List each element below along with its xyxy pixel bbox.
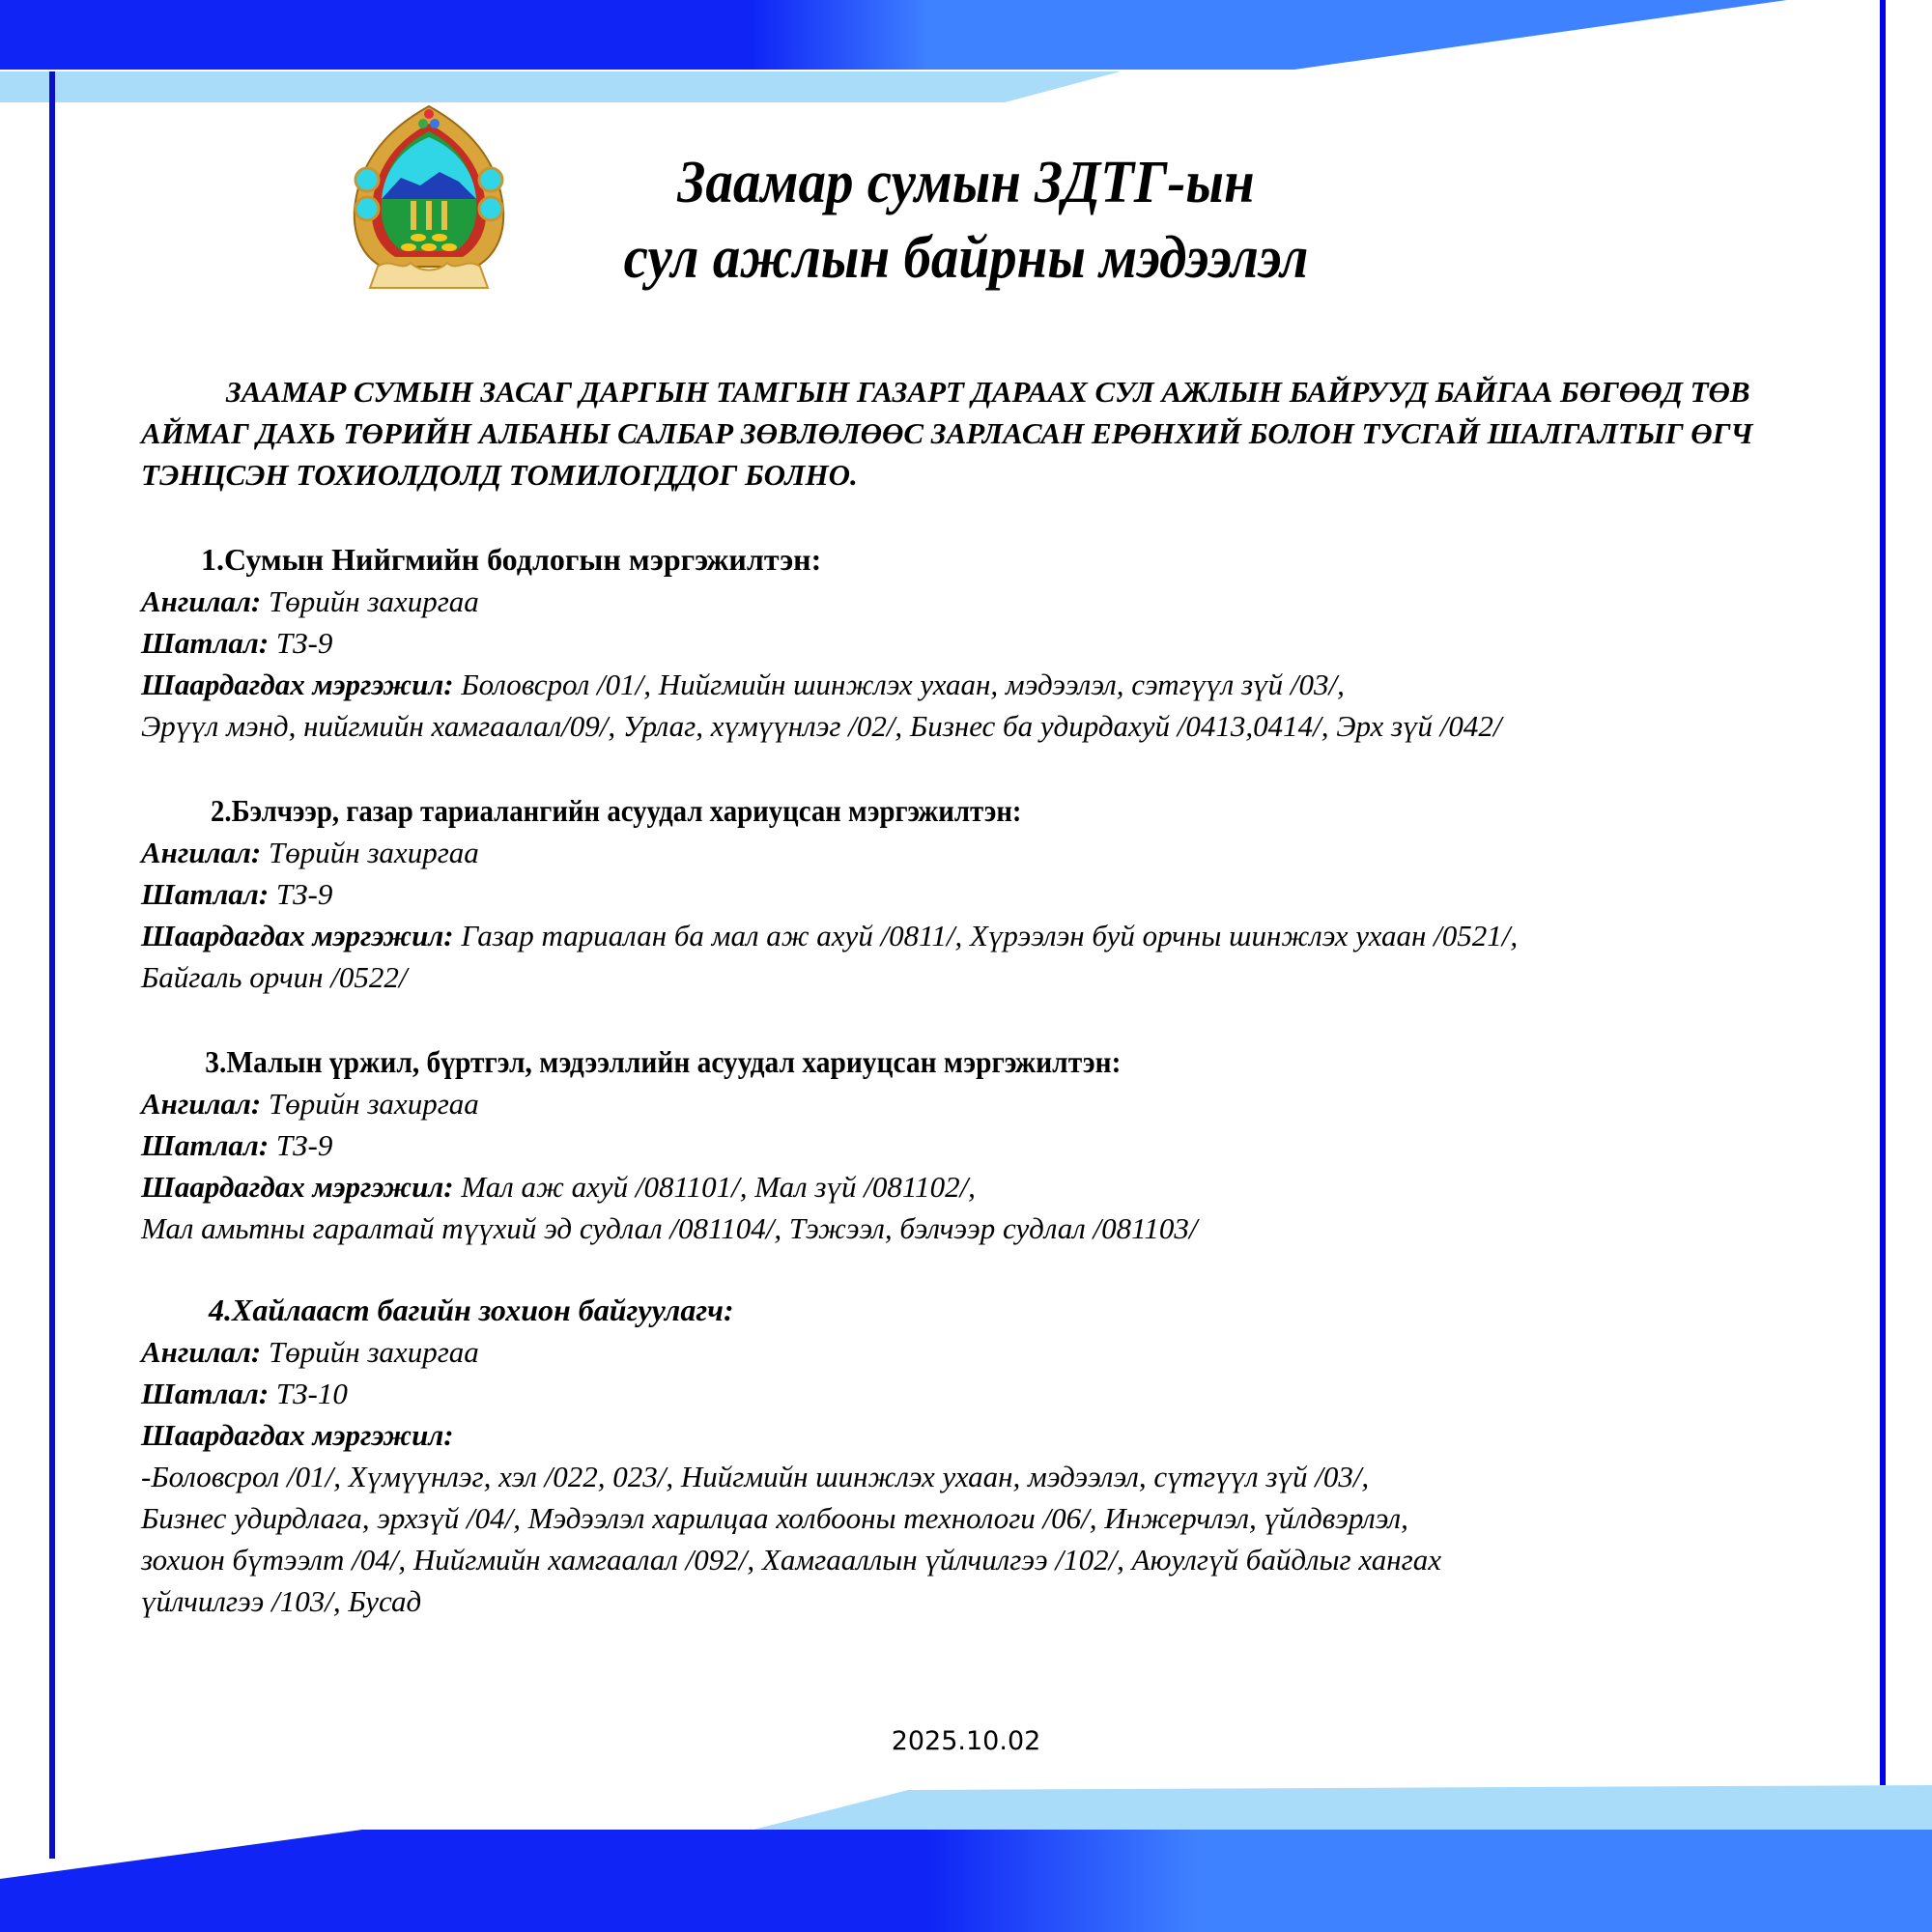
- bottom-blue-band: [0, 1830, 1932, 1932]
- category-label: Ангилал:: [141, 1087, 262, 1121]
- category-value: Төрийн захиргаа: [268, 836, 479, 869]
- rank-value: ТЗ-9: [275, 1128, 333, 1162]
- rank-row: [141, 622, 1803, 664]
- profession-label: Шаардагдах мэргэжил:: [141, 668, 454, 701]
- rank-row: [141, 1124, 1803, 1166]
- top-pale-band: [0, 71, 1121, 102]
- profession-value: Боловсрол /01/, Нийгмийн шинжлэх ухаан, мэдээлэл, сэтгүүл зүй /03/,: [461, 668, 1345, 701]
- state-emblem-icon: [343, 102, 515, 294]
- title-line-1: Заамар сумын ЗДТГ-ын: [677, 150, 1255, 215]
- category-value: Төрийн захиргаа: [268, 1087, 479, 1121]
- position-title: 1.Сумын Нийгмийн бодлогын мэргэжилтэн:: [201, 542, 822, 577]
- bottom-banner: [0, 1785, 1932, 1932]
- profession-continuation: Эрүүл мэнд, нийгмийн хамгаалал/09/, Урлаг, хүмүүнлэг /02/, Бизнес ба удирдахуй /0413,0414/, Эрх зүй /042/: [141, 709, 1502, 743]
- category-label: Ангилал:: [141, 1335, 262, 1369]
- profession-value: Мал аж ахуй /081101/, Мал зүй /081102/,: [461, 1170, 976, 1204]
- category-row: [141, 832, 1803, 873]
- position-title: 4.Хайлааст багийн зохион байгуулагч:: [209, 1293, 734, 1327]
- rank-label: Шатлал:: [141, 877, 270, 911]
- page-title: [575, 145, 1357, 296]
- position-3: [141, 1041, 1803, 1249]
- profession-row: [141, 1414, 1803, 1456]
- position-title: 2.Бэлчээр, газар тариалангийн асуудал хариуцсан мэргэжилтэн:: [211, 793, 1022, 828]
- profession-label: Шаардагдах мэргэжил:: [141, 919, 454, 952]
- rank-value: ТЗ-9: [275, 877, 333, 911]
- profession-value: Газар тариалан ба мал аж ахуй /0811/, Хүрээлэн буй орчны шинжлэх ухаан /0521/,: [461, 919, 1519, 952]
- profession-row: [141, 1166, 1803, 1208]
- profession-continuation: Бизнес удирдлага, эрхзүй /04/, Мэдээлэл харилцаа холбооны технологи /06/, Инжерчлэл, үйлдвэрлэл,: [141, 1501, 1408, 1535]
- category-row: [141, 1331, 1803, 1373]
- category-row: [141, 1083, 1803, 1124]
- profession-continuation: -Боловсрол /01/, Хүмүүнлэг, хэл /022, 023/, Нийгмийн шинжлэх ухаан, мэдээлэл, сүтгүүл зүй /03/,: [141, 1460, 1370, 1493]
- profession-continuation: Байгаль орчин /0522/: [141, 960, 408, 994]
- position-1: [141, 539, 1803, 747]
- left-frame-line: [49, 71, 55, 1859]
- top-banner: [0, 0, 1787, 102]
- title-line-2: сул ажлын байрны мэдээлэл: [623, 225, 1309, 291]
- category-label: Ангилал:: [141, 836, 262, 869]
- rank-value: ТЗ-9: [275, 626, 333, 660]
- category-row: [141, 581, 1803, 622]
- rank-label: Шатлал:: [141, 1128, 270, 1162]
- rank-value: ТЗ-10: [275, 1377, 348, 1410]
- position-title: 3.Малын үржил, бүртгэл, мэдээллийн асуудал хариуцсан мэргэжилтэн:: [205, 1044, 1122, 1079]
- profession-label: Шаардагдах мэргэжил:: [141, 1418, 454, 1452]
- position-4: [141, 1290, 1803, 1622]
- top-blue-band: [0, 0, 1787, 70]
- profession-continuation: Мал амьтны гаралтай түүхий эд судлал /081104/, Тэжээл, бэлчээр судлал /081103/: [141, 1211, 1198, 1245]
- rank-label: Шатлал:: [141, 1377, 270, 1410]
- intro-paragraph: ЗААМАР СУМЫН ЗАСАГ ДАРГЫН ТАМГЫН ГАЗАРТ ДАРААХ СУЛ АЖЛЫН БАЙРУУД БАЙГАА БӨГӨӨД ТӨВ АЙМАГ ДАХЬ ТӨРИЙН АЛБАНЫ САЛБАР ЗӨВЛӨЛӨӨС ЗАРЛАСАН ЕРӨНХИЙ БОЛОН ТУСГАЙ ШАЛГАЛТЫГ ӨГЧ ТЭНЦСЭН ТОХИОЛДОЛД ТОМИЛОГДДОГ БОЛНО.: [141, 375, 1753, 492]
- category-value: Төрийн захиргаа: [268, 1335, 479, 1369]
- profession-label: Шаардагдах мэргэжил:: [141, 1170, 454, 1204]
- bottom-pale-band: [753, 1785, 1932, 1830]
- position-2: [141, 790, 1803, 998]
- publish-date: 2025.10.02: [891, 1726, 1041, 1756]
- rank-row: [141, 873, 1803, 915]
- rank-row: [141, 1373, 1803, 1414]
- profession-continuation: зохион бүтээлт /04/, Нийгмийн хамгаалал /092/, Хамгааллын үйлчилгээ /102/, Аюулгүй байдлыг хангах: [141, 1543, 1441, 1577]
- profession-continuation: үйлчилгээ /103/, Бусад: [141, 1584, 422, 1618]
- category-value: Төрийн захиргаа: [268, 584, 479, 618]
- right-frame-line: [1880, 0, 1886, 1785]
- profession-row: [141, 664, 1803, 705]
- category-label: Ангилал:: [141, 584, 262, 618]
- profession-row: [141, 915, 1803, 956]
- rank-label: Шатлал:: [141, 626, 270, 660]
